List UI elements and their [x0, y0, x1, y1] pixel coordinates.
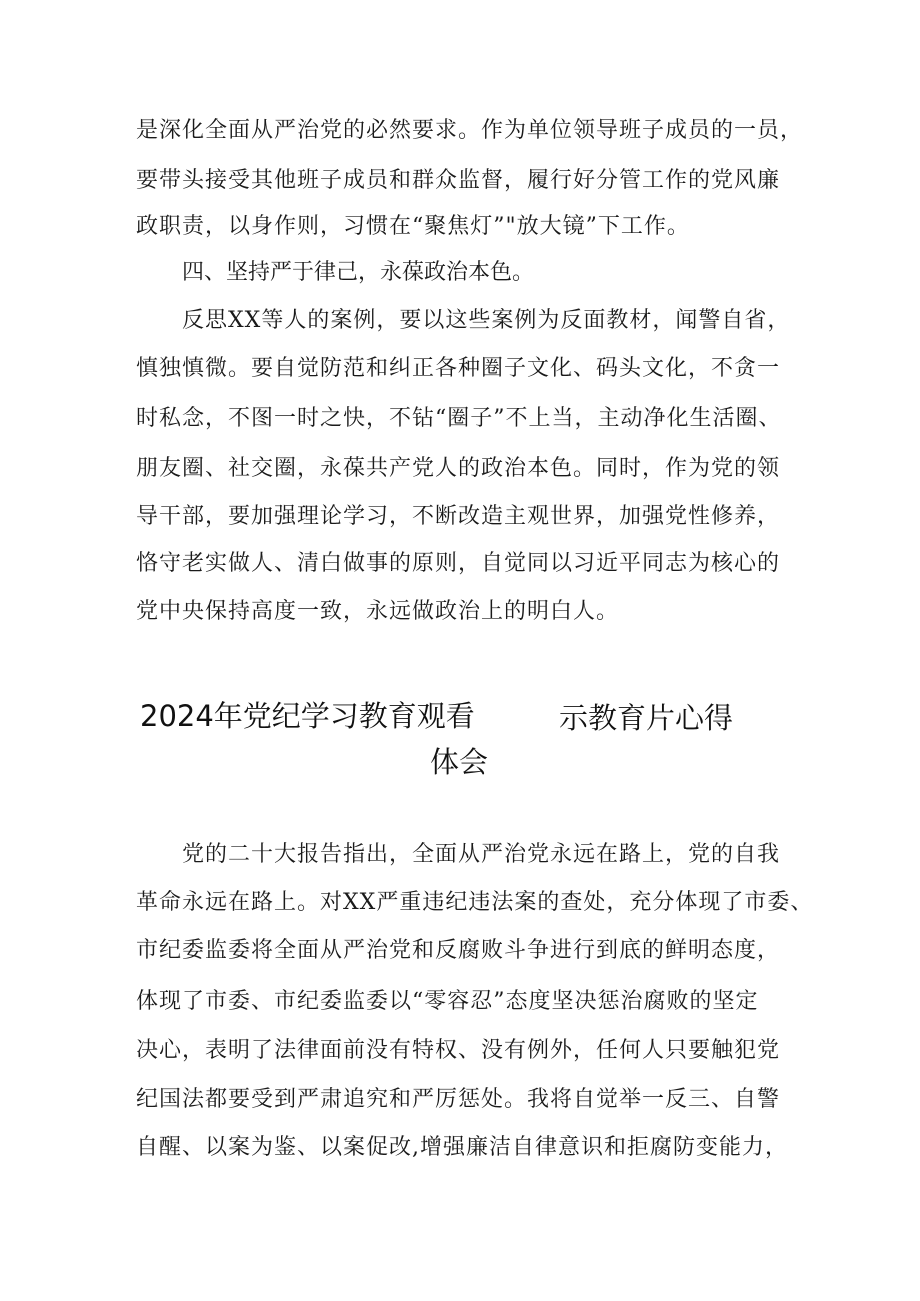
paragraph-line: 党中央保持高度一致，永远做政治上的明白人。 — [136, 599, 620, 624]
paragraph-line: 是深化全面从严治党的必然要求。作为单位领导班子成员的一员， — [136, 118, 804, 143]
paragraph-line: 恪守老实做人、清白做事的原则，自觉同以习近平同志为核心的 — [136, 551, 781, 576]
article-title-end: 体会 — [430, 745, 489, 779]
paragraph-line: 慎独慎微。要自觉防范和纠正各种圈子文化、码头文化，不贪一 — [136, 356, 781, 381]
paragraph-line: 革命永远在路上。对XX严重违纪违法案的查处，充分体现了市委、 — [136, 890, 814, 915]
paragraph-line: 体现了市委、市纪委监委以“零容忍”态度坚决惩治腐败的坚定 — [136, 989, 759, 1014]
article-title: 2024年党纪学习教育观看 — [140, 699, 475, 733]
paragraph-line: 自醒、以案为鉴、以案促改,增强廉洁自律意识和拒腐防变能力， — [136, 1135, 788, 1160]
paragraph-line: 政职责，以身作则，习惯在“聚焦灯”"放大镜”下工作。 — [136, 214, 690, 239]
paragraph-line: 朋友圈、社交圈，永葆共产党人的政治本色。同时，作为党的领 — [136, 456, 781, 481]
paragraph-line: 纪国法都要受到严肃追究和严厉惩处。我将自觉举一反三、自警 — [136, 1087, 781, 1112]
paragraph-line: 决心，表明了法律面前没有特权、没有例外，任何人只要触犯党 — [136, 1038, 781, 1063]
paragraph-line: 导干部，要加强理论学习，不断改造主观世界，加强党性修养， — [136, 504, 781, 529]
paragraph-line: 党的二十大报告指出，全面从严治党永远在路上，党的自我 — [182, 842, 781, 867]
paragraph-line: 市纪委监委将全面从严治党和反腐败斗争进行到底的鲜明态度， — [136, 938, 781, 963]
section-heading: 四、坚持严于律己，永葆政治本色。 — [182, 260, 535, 285]
article-title-continued: 示教育片心得 — [559, 701, 734, 735]
paragraph-line: 要带头接受其他班子成员和群众监督，履行好分管工作的党风廉 — [136, 168, 781, 193]
paragraph-line: 反思XX等人的案例，要以这些案例为反面教材，闻警自省， — [182, 308, 791, 333]
paragraph-line: 时私念，不图一时之快，不钻“圈子”不上当，主动净化生活圈、 — [136, 406, 782, 431]
